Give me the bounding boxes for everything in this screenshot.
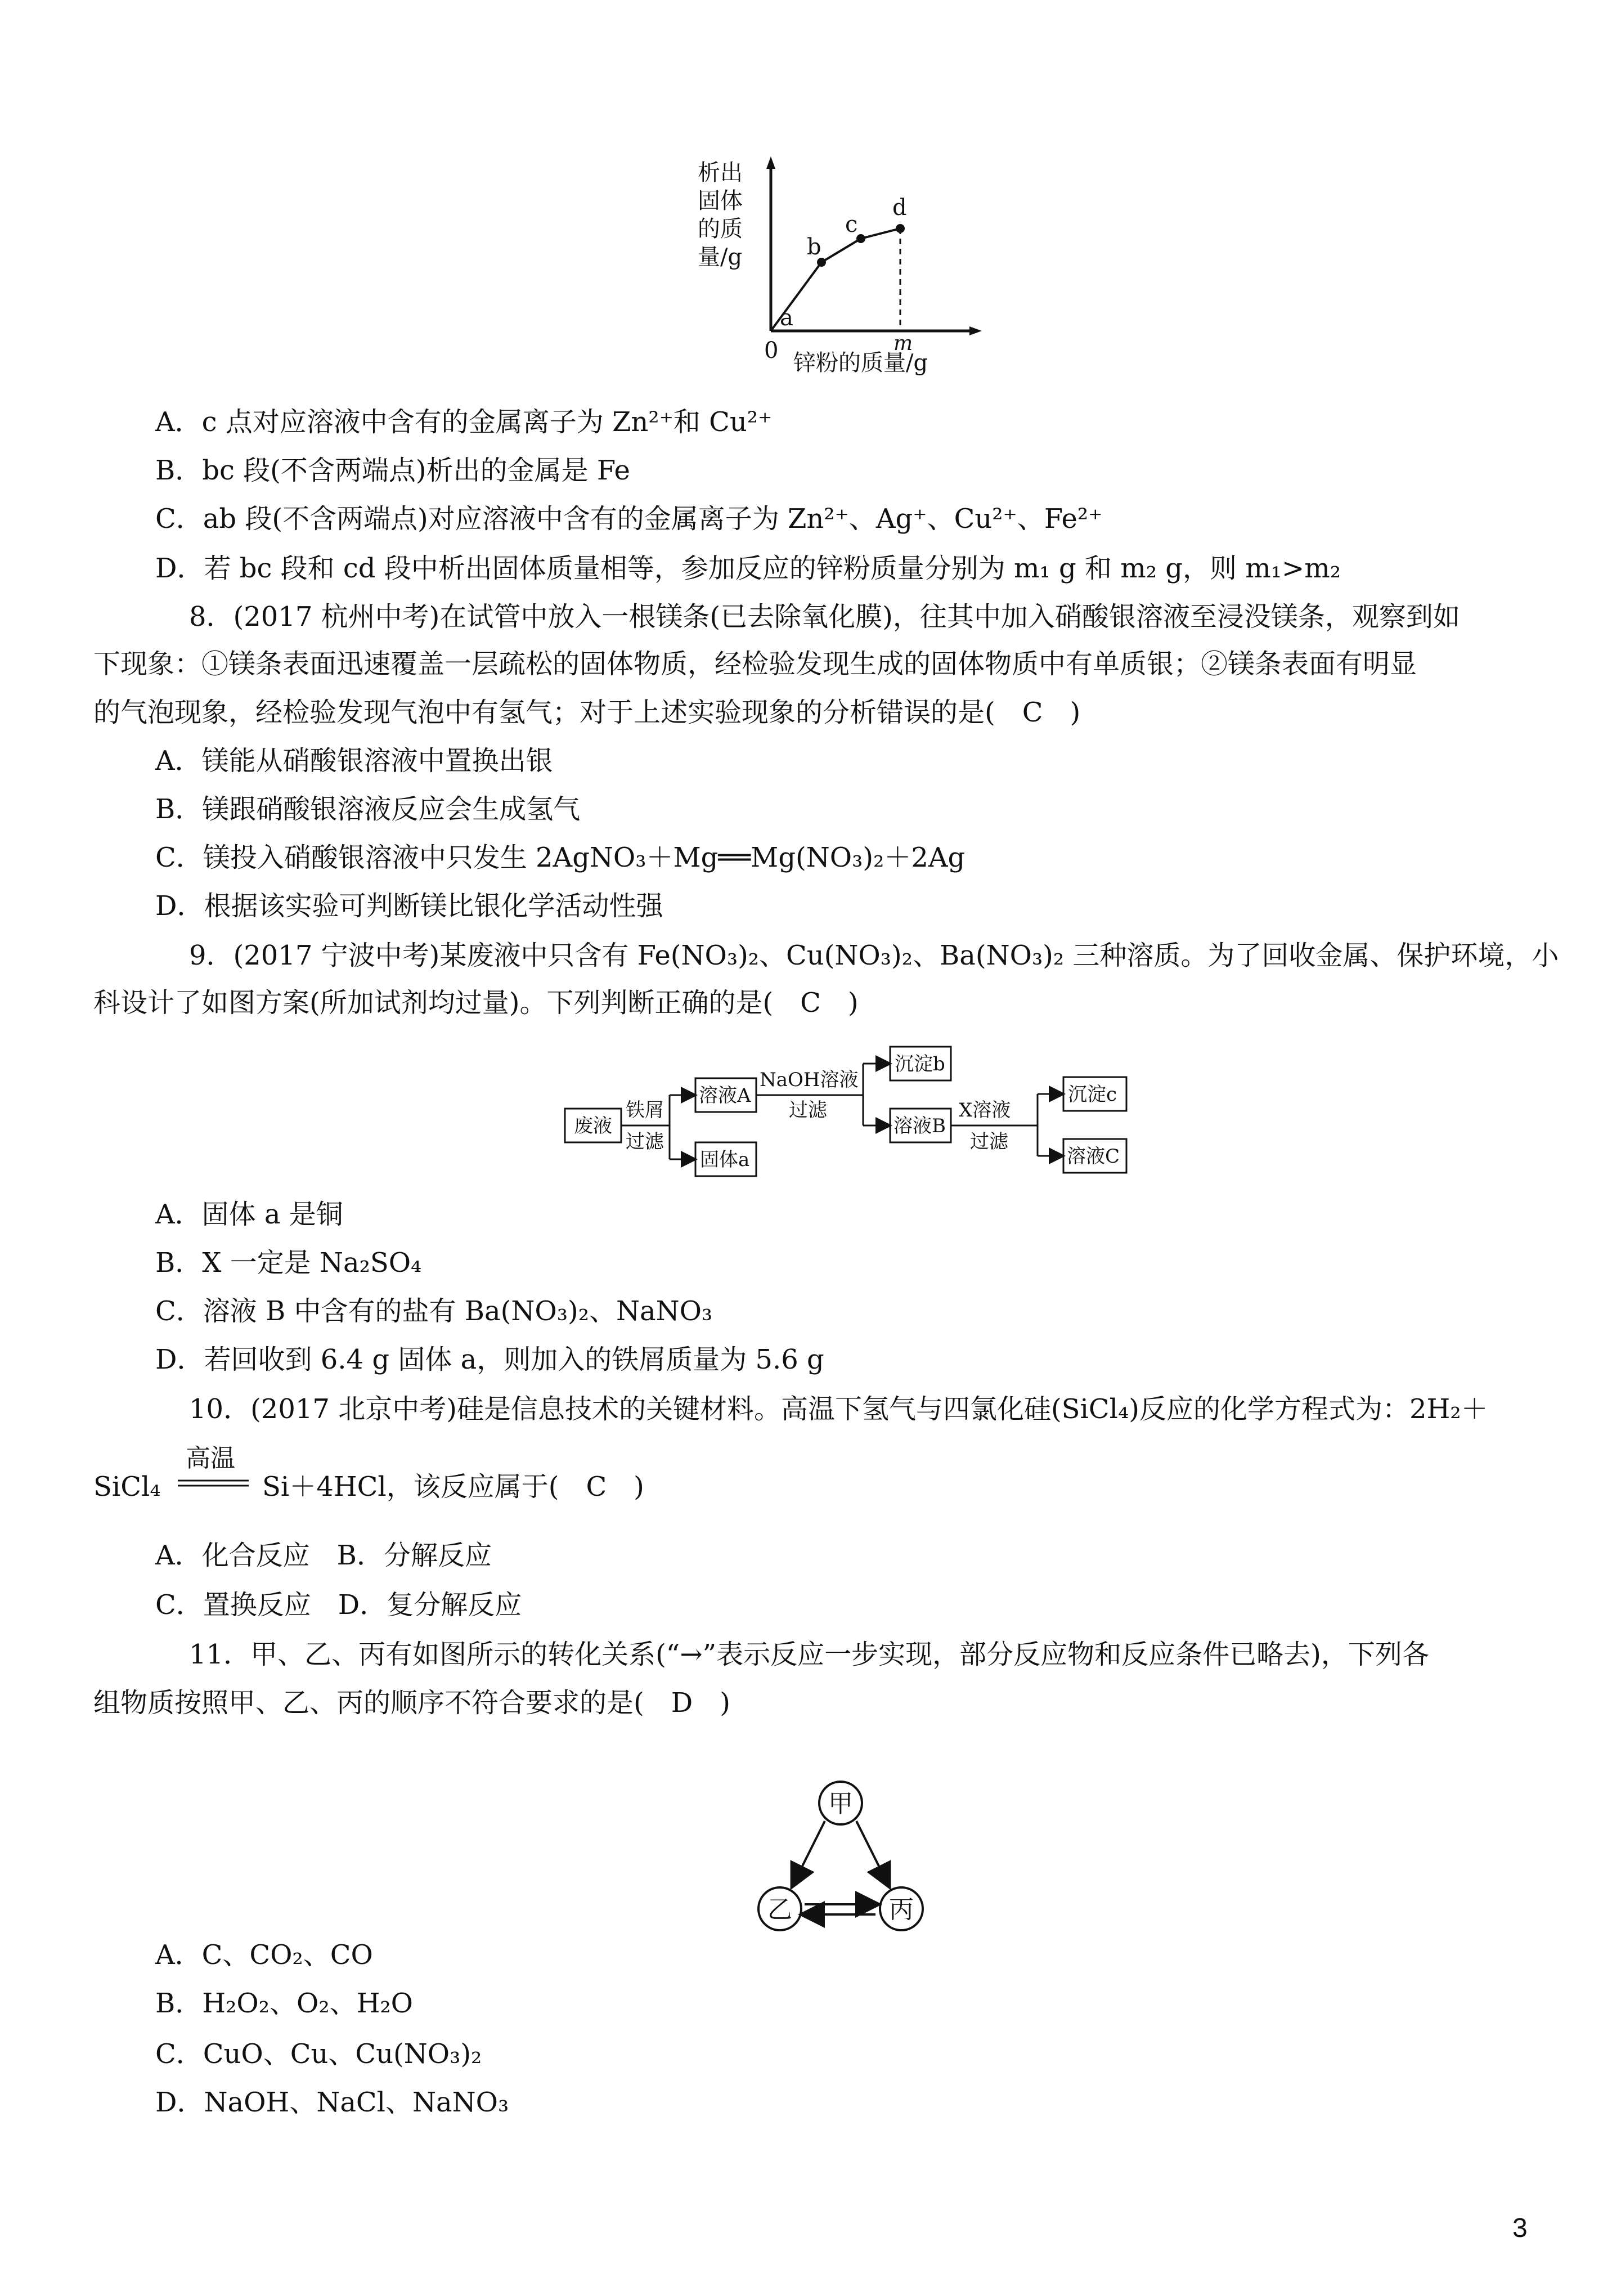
text-precipitate-b: 沉淀b [895, 1053, 945, 1075]
q9-stem-line2: 科设计了如图方案(所加试剂均过量)。下列判断正确的是( C ) [93, 987, 859, 1019]
node-yi-label: 乙 [767, 1895, 792, 1924]
q11-option-a: A．C、CO₂、CO [155, 1939, 373, 1971]
m-label: m [893, 332, 913, 355]
label-c: c [845, 212, 858, 237]
q7-option-a: A．c 点对应溶液中含有的金属离子为 Zn²⁺和 Cu²⁺ [155, 406, 773, 438]
text-solid-a: 固体a [700, 1149, 750, 1171]
q11-option-c: C．CuO、Cu、Cu(NO₃)₂ [155, 2038, 482, 2070]
q7-option-d: D．若 bc 段和 cd 段中析出固体质量相等，参加反应的锌粉质量分别为 m₁ g 和 m₂ g，则 m₁>m₂ [155, 553, 1341, 584]
ylabel-line-1: 析出 [698, 160, 743, 186]
q8-option-d: D．根据该实验可判断镁比银化学活动性强 [155, 890, 663, 922]
label-a: a [780, 305, 793, 331]
q9-option-b: B．X 一定是 Na₂SO₄ [155, 1247, 422, 1279]
text-step3-bottom: 过滤 [970, 1131, 1008, 1153]
q10-options-cd: C．置换反应 D．复分解反应 [155, 1589, 522, 1621]
q8-option-c: C．镁投入硝酸银溶液中只发生 2AgNO₃＋Mg══Mg(NO₃)₂＋2Ag [155, 842, 966, 873]
y-axis-arrow [766, 156, 775, 169]
q8-stem-line3: 的气泡现象，经检验发现气泡中有氢气；对于上述实验现象的分析错误的是( C ) [93, 697, 1081, 728]
point-d [896, 224, 905, 233]
graph-xlabel: 锌粉的质量/g [793, 350, 928, 376]
origin-label: 0 [764, 338, 779, 364]
text-solution-b: 溶液B [893, 1115, 946, 1137]
q9-option-c: C．溶液 B 中含有的盐有 Ba(NO₃)₂、NaNO₃ [155, 1295, 713, 1327]
graph-ylabel [698, 160, 743, 270]
q8-option-b: B．镁跟硝酸银溶液反应会生成氢气 [155, 793, 581, 825]
q8-stem-line1: 8．(2017 杭州中考)在试管中放入一根镁条(已去除氧化膜)，往其中加入硝酸银溶液至浸没镁条，观察到如 [189, 601, 1460, 633]
q9-option-a: A．固体 a 是铜 [155, 1199, 343, 1230]
arrow-jia-bing [856, 1821, 888, 1884]
label-d: d [892, 195, 907, 221]
arrow-jia-yi [793, 1821, 825, 1884]
text-solution-a: 溶液A [699, 1084, 751, 1107]
q8-stem-line2: 下现象：①镁条表面迅速覆盖一层疏松的固体物质，经检验发现生成的固体物质中有单质银；②镁条表面有明显 [93, 648, 1417, 680]
q10-double-line-equals [178, 1479, 251, 1488]
text-step1-bottom: 过滤 [626, 1131, 664, 1153]
text-step2-top: NaOH溶液 [760, 1069, 859, 1091]
q10-stem-line1: 10．(2017 北京中考)硅是信息技术的关键材料。高温下氢气与四氯化硅(SiCl₄)反应的化学方程式为：2H₂＋ [189, 1393, 1488, 1425]
page-number: 3 [1512, 2213, 1528, 2243]
ylabel-line-2: 固体 [698, 188, 743, 214]
text-step2-bottom: 过滤 [789, 1099, 827, 1122]
node-jia-label: 甲 [828, 1790, 853, 1818]
q7-option-c: C．ab 段(不含两端点)对应溶液中含有的金属离子为 Zn²⁺、Ag⁺、Cu²⁺、Fe²⁺ [155, 503, 1103, 535]
q10-options-ab: A．化合反应 B．分解反应 [155, 1540, 492, 1571]
ylabel-line-3: 的质 [698, 216, 743, 242]
q11-option-b: B．H₂O₂、O₂、H₂O [155, 1988, 414, 2019]
q11-triangle-diagram [748, 1778, 940, 1936]
x-axis-arrow [969, 326, 982, 335]
q10-line2-left: SiCl₄ [93, 1471, 161, 1503]
q11-stem-line1: 11．甲、乙、丙有如图所示的转化关系(“→”表示反应一步实现，部分反应物和反应条件已略去)，下列各 [189, 1639, 1429, 1670]
q11-option-d: D．NaOH、NaCl、NaNO₃ [155, 2087, 509, 2118]
q10-condition: 高温 [186, 1444, 235, 1473]
ylabel-line-4: 量/g [698, 244, 743, 270]
label-b: b [807, 234, 821, 260]
q10-line2-right: Si＋4HCl，该反应属于( C ) [262, 1471, 644, 1503]
q9-flowchart [563, 1047, 1131, 1187]
q9-option-d: D．若回收到 6.4 g 固体 a，则加入的铁屑质量为 5.6 g [155, 1344, 824, 1375]
text-step3-top: X溶液 [959, 1099, 1011, 1122]
q9-stem-line1: 9．(2017 宁波中考)某废液中只含有 Fe(NO₃)₂、Cu(NO₃)₂、Ba(NO₃)₂ 三种溶质。为了回收金属、保护环境，小 [189, 940, 1559, 971]
q7-option-b: B．bc 段(不含两端点)析出的金属是 Fe [155, 455, 630, 486]
node-bing-label: 丙 [889, 1895, 914, 1924]
mass-graph [698, 152, 990, 388]
text-step1-top: 铁屑 [626, 1099, 664, 1122]
q11-stem-line2: 组物质按照甲、乙、丙的顺序不符合要求的是( D ) [93, 1687, 730, 1719]
text-waste: 废液 [574, 1115, 612, 1137]
q8-option-a: A．镁能从硝酸银溶液中置换出银 [155, 745, 553, 777]
text-precipitate-c: 沉淀c [1068, 1083, 1117, 1106]
text-solution-c: 溶液C [1067, 1145, 1120, 1168]
